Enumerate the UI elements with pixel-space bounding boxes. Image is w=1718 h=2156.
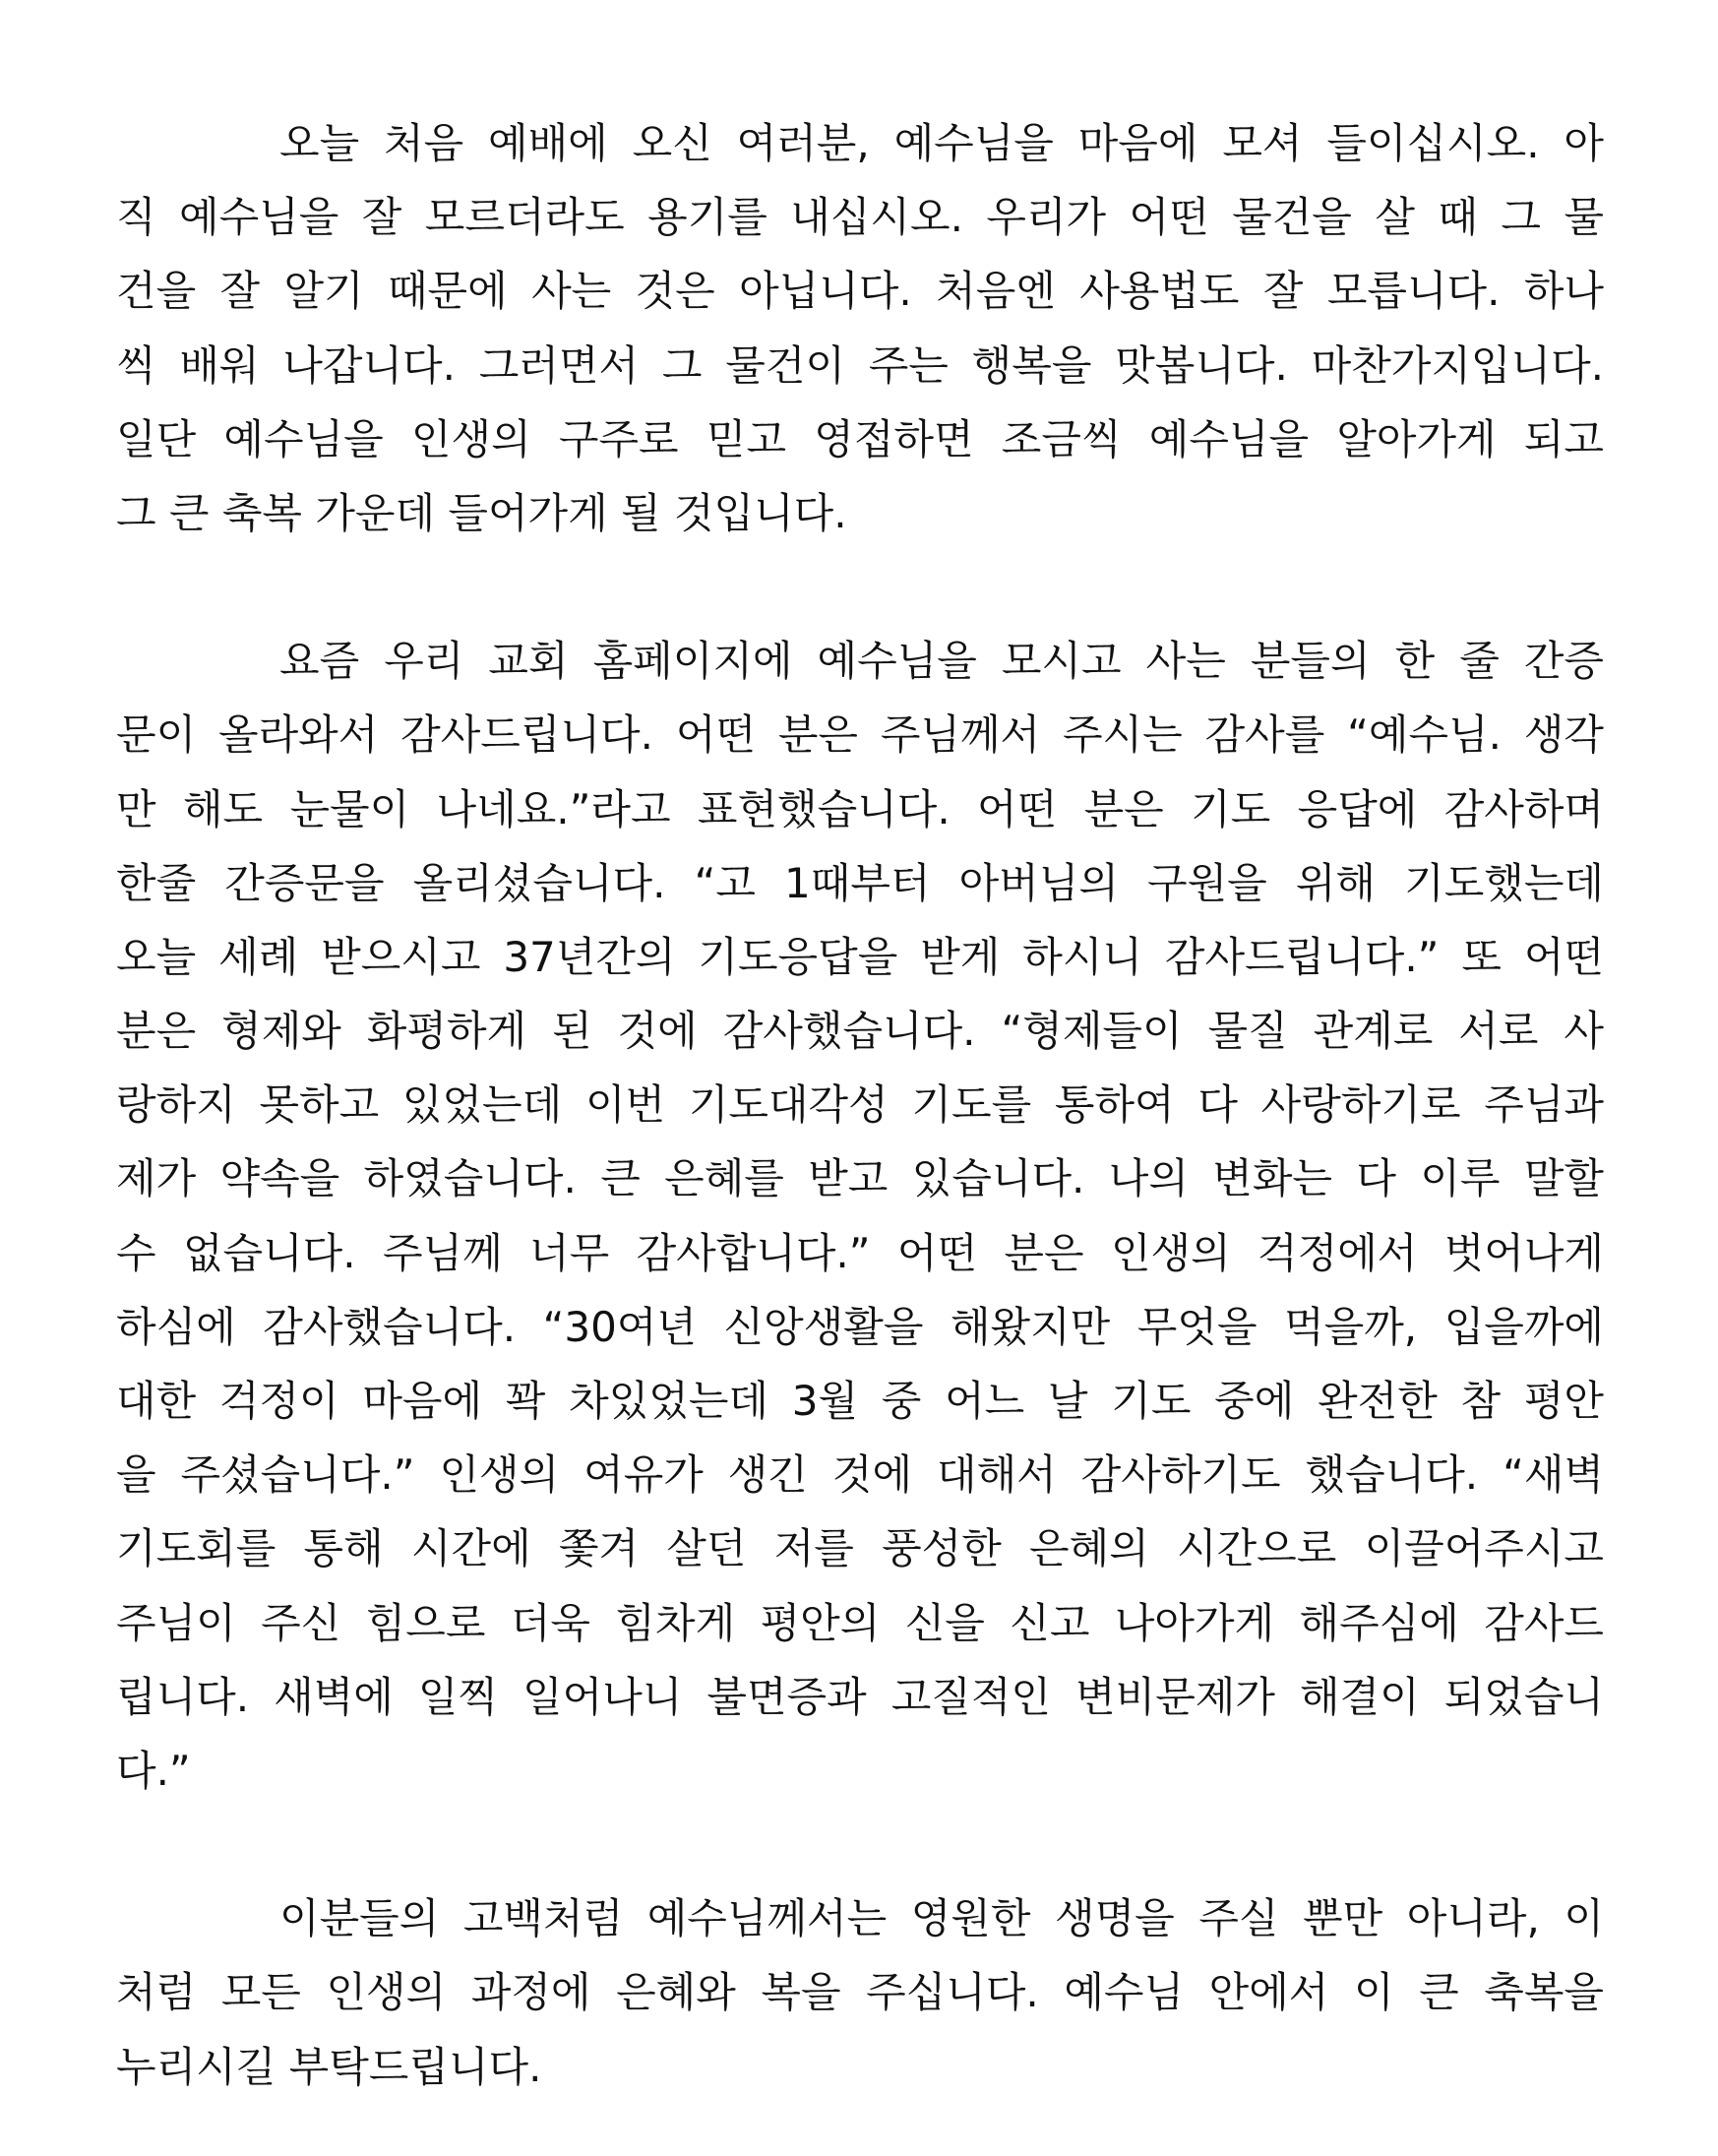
text-line: 만 해도 눈물이 나네요.”라고 표현했습니다. 어떤 분은 기도 응답에 감사하며 <box>116 784 1604 833</box>
paragraph-3 <box>116 1881 1604 2104</box>
text-line: 문이 올라와서 감사드립니다. 어떤 분은 주님께서 주시는 감사를 “예수님. 생각 <box>116 710 1604 760</box>
text-line: 처럼 모든 인생의 과정에 은혜와 복을 주십니다. 예수님 안에서 이 큰 축복을 <box>116 1968 1604 2017</box>
text-line: 분은 형제와 화평하게 된 것에 감사했습니다. “형제들이 물질 관계로 서로 사 <box>116 1007 1604 1056</box>
text-line: 제가 약속을 하였습니다. 큰 은혜를 받고 있습니다. 나의 변화는 다 이루 말할 <box>116 1154 1604 1203</box>
text-line: 누리시길 부탁드립니다. <box>116 2042 542 2091</box>
paragraph-spacer <box>116 550 1604 624</box>
text-line: 기도회를 통해 시간에 쫓겨 살던 저를 풍성한 은혜의 시간으로 이끌어주시고 <box>116 1524 1604 1573</box>
text-line: 요즘 우리 교회 홈페이지에 예수님을 모시고 사는 분들의 한 줄 간증 <box>279 637 1604 686</box>
text-line: 오늘 처음 예배에 오신 여러분, 예수님을 마음에 모셔 들이십시오. 아 <box>279 119 1604 167</box>
document-page <box>116 106 1604 2104</box>
text-line: 랑하지 못하고 있었는데 이번 기도대각성 기도를 통하여 다 사랑하기로 주님과 <box>116 1080 1604 1130</box>
paragraph-spacer <box>116 1808 1604 1881</box>
text-line: 립니다. 새벽에 일찍 일어나니 불면증과 고질적인 변비문제가 해결이 되었습니 <box>116 1672 1604 1721</box>
text-line: 다.” <box>116 1746 191 1795</box>
text-line: 대한 걱정이 마음에 꽉 차있었는데 3월 중 어느 날 기도 중에 완전한 참 평안 <box>116 1377 1604 1425</box>
text-line: 오늘 세례 받으시고 37년간의 기도응답을 받게 하시니 감사드립니다.” 또 어떤 <box>116 932 1604 981</box>
text-line: 일단 예수님을 인생의 구주로 믿고 영접하면 조금씩 예수님을 알아가게 되고 <box>116 414 1604 463</box>
text-line: 그 큰 축복 가운데 들어가게 될 것입니다. <box>116 488 847 537</box>
text-line: 씩 배워 나갑니다. 그러면서 그 물건이 주는 행복을 맛봅니다. 마찬가지입니다. <box>116 340 1604 390</box>
paragraph-2 <box>116 624 1604 1808</box>
text-line: 을 주셨습니다.” 인생의 여유가 생긴 것에 대해서 감사하기도 했습니다. “새벽 <box>116 1450 1604 1500</box>
text-line: 한줄 간증문을 올리셨습니다. “고 1때부터 아버님의 구원을 위해 기도했는데 <box>116 858 1604 907</box>
text-line: 이분들의 고백처럼 예수님께서는 영원한 생명을 주실 뿐만 아니라, 이 <box>279 1894 1604 1943</box>
text-line: 직 예수님을 잘 모르더라도 용기를 내십시오. 우리가 어떤 물건을 살 때 그 물 <box>116 193 1604 242</box>
paragraph-1 <box>116 106 1604 550</box>
text-line: 수 없습니다. 주님께 너무 감사합니다.” 어떤 분은 인생의 걱정에서 벗어나게 <box>116 1228 1604 1277</box>
text-line: 건을 잘 알기 때문에 사는 것은 아닙니다. 처음엔 사용법도 잘 모릅니다. 하나 <box>116 267 1604 316</box>
text-line: 하심에 감사했습니다. “30여년 신앙생활을 해왔지만 무엇을 먹을까, 입을까에 <box>116 1302 1604 1351</box>
text-line: 주님이 주신 힘으로 더욱 힘차게 평안의 신을 신고 나아가게 해주심에 감사드 <box>116 1598 1604 1647</box>
